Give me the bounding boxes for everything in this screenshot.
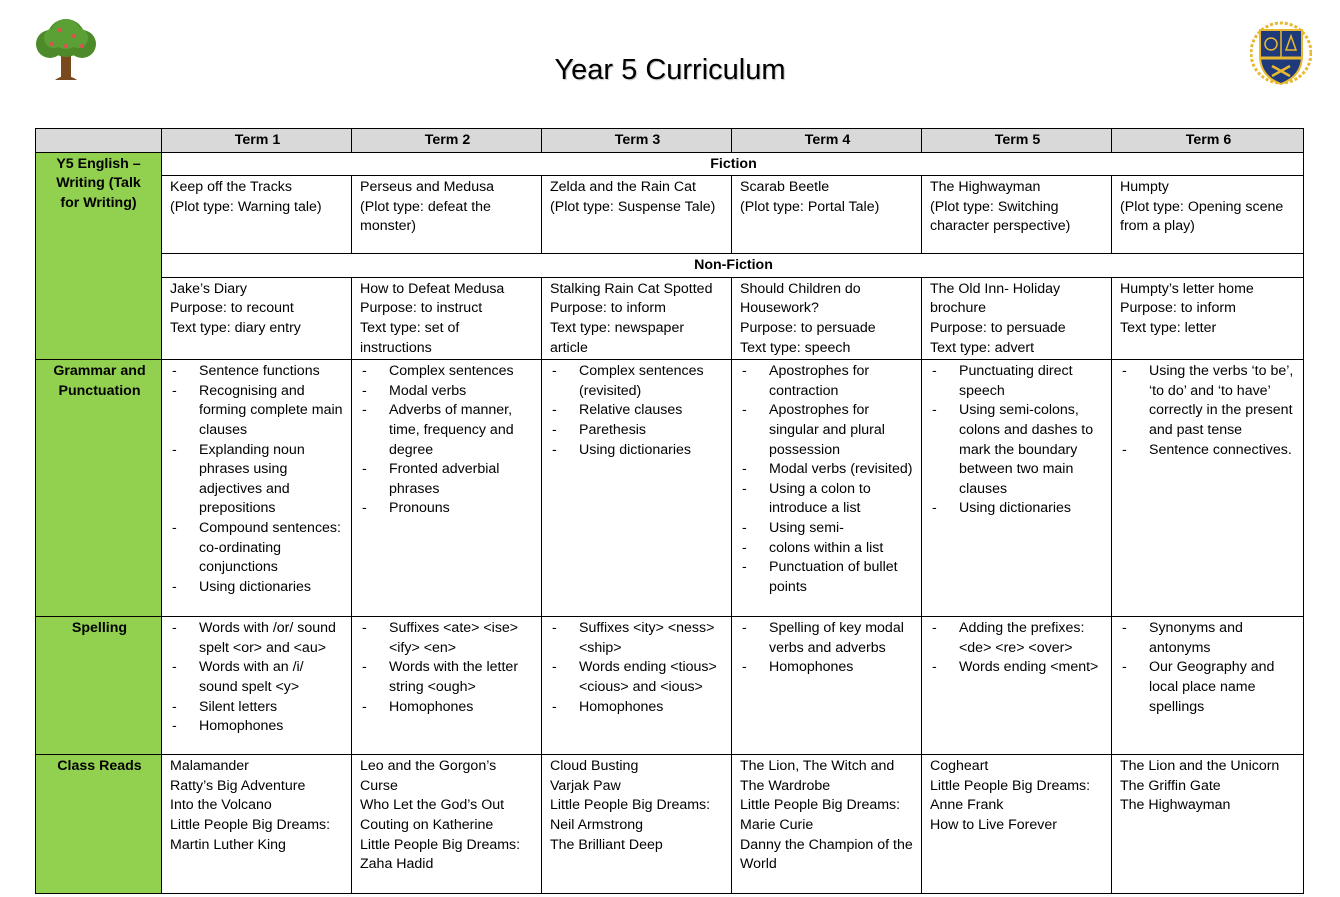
text-line: Zelda and the Rain Cat [550, 179, 696, 196]
text-line: How to Defeat Medusa [360, 280, 505, 297]
bullet-list [1120, 619, 1297, 717]
text-line: The Lion and the Unicorn [1120, 758, 1280, 775]
spelling-cell [732, 617, 922, 755]
non-fiction-cell [352, 277, 542, 359]
class-reads-cell [732, 755, 922, 894]
spelling-cell [162, 617, 352, 755]
list-item: - Adverbs of manner, time, frequency and degree [360, 401, 535, 460]
text-line: Leo and the Gorgon’s Curse [360, 758, 497, 794]
fiction-cell [732, 176, 922, 254]
text-line: Jake’s Diary [170, 280, 248, 297]
fiction-cell [352, 176, 542, 254]
curriculum-table [35, 128, 1304, 894]
text-line: Neil Armstrong [550, 816, 644, 833]
bullet-list [170, 619, 345, 737]
list-item: - Suffixes <ate> <ise> <ify> <en> [360, 619, 535, 658]
line-list [550, 757, 725, 855]
text-line: Little People Big Dreams: [170, 816, 331, 833]
non-fiction-cell [1112, 277, 1304, 359]
text-line: Little People Big Dreams: [360, 836, 521, 853]
text-line: Text type: letter [1120, 319, 1217, 336]
non-fiction-cell [732, 277, 922, 359]
non-fiction-cell [542, 277, 732, 359]
text-line: Text type: speech [740, 339, 851, 356]
text-line: The Old Inn- Holiday brochure [930, 280, 1061, 317]
class-reads-row [36, 755, 1304, 894]
class-reads-cell [352, 755, 542, 894]
bullet-list [170, 362, 345, 597]
row-label-english: Y5 English – Writing (Talk for Writing) [36, 152, 162, 360]
text-line: Marie Curie [740, 816, 814, 833]
text-line: Malamander [170, 758, 249, 775]
line-list [930, 757, 1105, 835]
text-line: Varjak Paw [550, 777, 621, 794]
list-item: - Using dictionaries [930, 499, 1105, 519]
list-item: - Words with an /i/ sound spelt <y> [170, 658, 345, 697]
list-item: - Using the verbs ‘to be’, ‘to do’ and ‘to have’ correctly in the present and past tense [1120, 362, 1297, 440]
grammar-cell [352, 360, 542, 617]
text-line: The Lion, The Witch and The Wardrobe [740, 758, 895, 794]
fiction-cell [1112, 176, 1304, 254]
text-line: The Highwayman [930, 179, 1041, 196]
bullet-list [740, 619, 915, 678]
grammar-cell [732, 360, 922, 617]
text-line: Ratty’s Big Adventure [170, 777, 306, 794]
class-reads-cell [162, 755, 352, 894]
text-line: The Highwayman [1120, 797, 1231, 814]
grammar-cell [922, 360, 1112, 617]
spelling-row [36, 617, 1304, 755]
text-line: Text type: set of instructions [360, 319, 460, 356]
text-line: Little People Big Dreams: [550, 797, 711, 814]
text-line: Purpose: to recount [170, 300, 294, 317]
text-line: (Plot type: Opening scene from a play) [1120, 198, 1284, 235]
list-item: - Parethesis [550, 421, 725, 441]
text-line: Purpose: to inform [550, 300, 666, 317]
non-fiction-subheader: Non-Fiction [162, 254, 1304, 278]
list-item: - Homophones [550, 698, 725, 718]
text-line: Danny the Champion of the World [740, 836, 913, 873]
list-item: - Words with /or/ sound spelt <or> and <au> [170, 619, 345, 658]
list-item: - Recognising and forming complete main clauses [170, 382, 345, 441]
spelling-cell [352, 617, 542, 755]
list-item: - Punctuating direct speech [930, 362, 1105, 401]
text-line: Humpty’s letter home [1120, 280, 1254, 297]
list-item: - Apostrophes for singular and plural possession [740, 401, 915, 460]
text-line: Purpose: to persuade [930, 319, 1066, 336]
list-item: - Relative clauses [550, 401, 725, 421]
text-line: (Plot type: Warning tale) [170, 198, 322, 215]
list-item: - Homophones [740, 658, 915, 678]
grammar-cell [1112, 360, 1304, 617]
page-title: Year 5 Curriculum [554, 54, 786, 86]
list-item: - Sentence connectives. [1120, 441, 1297, 461]
fiction-cell [542, 176, 732, 254]
list-item: - Using dictionaries [170, 578, 345, 598]
list-item: - Using dictionaries [550, 441, 725, 461]
bullet-list [1120, 362, 1297, 460]
list-item: - Words ending <tious> <cious> and <ious> [550, 658, 725, 697]
non-fiction-cell [922, 277, 1112, 359]
bullet-list [360, 619, 535, 717]
text-line: Should Children do Housework? [740, 280, 861, 317]
line-list [740, 757, 915, 875]
non-fiction-row [36, 277, 1304, 359]
class-reads-cell [922, 755, 1112, 894]
grammar-cell [162, 360, 352, 617]
fiction-cell [162, 176, 352, 254]
text-line: (Plot type: Portal Tale) [740, 198, 880, 215]
text-line: Scarab Beetle [740, 179, 830, 196]
term-header: Term 1 [162, 129, 352, 153]
corner-cell [36, 129, 162, 153]
text-line: Zaha Hadid [360, 856, 434, 873]
text-line: Keep off the Tracks [170, 179, 292, 196]
list-item: - Modal verbs (revisited) [740, 460, 915, 480]
bullet-list [930, 362, 1105, 519]
text-line: Martin Luther King [170, 836, 286, 853]
fiction-subheader-row [36, 152, 1304, 176]
non-fiction-subheader-row [36, 254, 1304, 278]
line-list [1120, 757, 1297, 816]
list-item: - Words ending <ment> [930, 658, 1105, 678]
list-item: - Apostrophes for contraction [740, 362, 915, 401]
row-label-spelling: Spelling [36, 617, 162, 755]
spelling-cell [542, 617, 732, 755]
class-reads-cell [542, 755, 732, 894]
bullet-list [740, 362, 915, 597]
list-item: - Complex sentences [360, 362, 535, 382]
list-item: - Homophones [360, 698, 535, 718]
text-line: Purpose: to inform [1120, 300, 1236, 317]
list-item: - Modal verbs [360, 382, 535, 402]
bullet-list [360, 362, 535, 519]
bullet-list [930, 619, 1105, 678]
text-line: Anne Frank [930, 797, 1004, 814]
text-line: Purpose: to instruct [360, 300, 483, 317]
list-item: - Synonyms and antonyms [1120, 619, 1297, 658]
list-item: - Compound sentences: co-ordinating conjunctions [170, 519, 345, 578]
term-header: Term 2 [352, 129, 542, 153]
line-list [170, 757, 345, 855]
list-item: - Sentence functions [170, 362, 345, 382]
list-item: - Fronted adverbial phrases [360, 460, 535, 499]
text-line: (Plot type: defeat the monster) [360, 198, 491, 235]
term-header: Term 3 [542, 129, 732, 153]
list-item: - colons within a list [740, 539, 915, 559]
text-line: Stalking Rain Cat Spotted [550, 280, 713, 297]
list-item: - Spelling of key modal verbs and adverbs [740, 619, 915, 658]
bullet-list [550, 362, 725, 460]
row-label-class-reads: Class Reads [36, 755, 162, 894]
list-item: - Words with the letter string <ough> [360, 658, 535, 697]
term-header: Term 4 [732, 129, 922, 153]
text-line: Couting on Katherine [360, 816, 494, 833]
non-fiction-cell [162, 277, 352, 359]
list-item: - Complex sentences (revisited) [550, 362, 725, 401]
text-line: Humpty [1120, 179, 1169, 196]
list-item: - Using a colon to introduce a list [740, 480, 915, 519]
text-line: Into the Volcano [170, 797, 272, 814]
list-item: - Using semi-colons, colons and dashes to mark the boundary between two main clauses [930, 401, 1105, 499]
text-line: Perseus and Medusa [360, 179, 495, 196]
text-line: The Brilliant Deep [550, 836, 663, 853]
list-item: - Explanding noun phrases using adjectives and prepositions [170, 441, 345, 519]
text-line: Cloud Busting [550, 758, 639, 775]
term-header-row [36, 129, 1304, 153]
class-reads-cell [1112, 755, 1304, 894]
text-line: Who Let the God’s Out [360, 797, 505, 814]
bullet-list [550, 619, 725, 717]
text-line: Purpose: to persuade [740, 319, 876, 336]
fiction-subheader: Fiction [162, 152, 1304, 176]
list-item: - Homophones [170, 717, 345, 737]
list-item: - Punctuation of bullet points [740, 558, 915, 597]
text-line: The Griffin Gate [1120, 777, 1221, 794]
row-label-grammar: Grammar and Punctuation [36, 360, 162, 617]
spelling-cell [922, 617, 1112, 755]
text-line: (Plot type: Switching character perspective) [930, 198, 1071, 235]
text-line: Text type: diary entry [170, 319, 301, 336]
text-line: Text type: newspaper article [550, 319, 685, 356]
grammar-row [36, 360, 1304, 617]
list-item: - Pronouns [360, 499, 535, 519]
text-line: (Plot type: Suspense Tale) [550, 198, 716, 215]
line-list [360, 757, 535, 875]
spelling-cell [1112, 617, 1304, 755]
text-line: How to Live Forever [930, 816, 1057, 833]
list-item: - Adding the prefixes: <de> <re> <over> [930, 619, 1105, 658]
list-item: - Suffixes <ity> <ness> <ship> [550, 619, 725, 658]
list-item: - Our Geography and local place name spellings [1120, 658, 1297, 717]
text-line: Cogheart [930, 758, 989, 775]
list-item: - Using semi- [740, 519, 915, 539]
term-header: Term 5 [922, 129, 1112, 153]
term-header: Term 6 [1112, 129, 1304, 153]
list-item: - Silent letters [170, 698, 345, 718]
text-line: Little People Big Dreams: [740, 797, 901, 814]
grammar-cell [542, 360, 732, 617]
fiction-row [36, 176, 1304, 254]
fiction-cell [922, 176, 1112, 254]
text-line: Little People Big Dreams: [930, 777, 1091, 794]
text-line: Text type: advert [930, 339, 1035, 356]
